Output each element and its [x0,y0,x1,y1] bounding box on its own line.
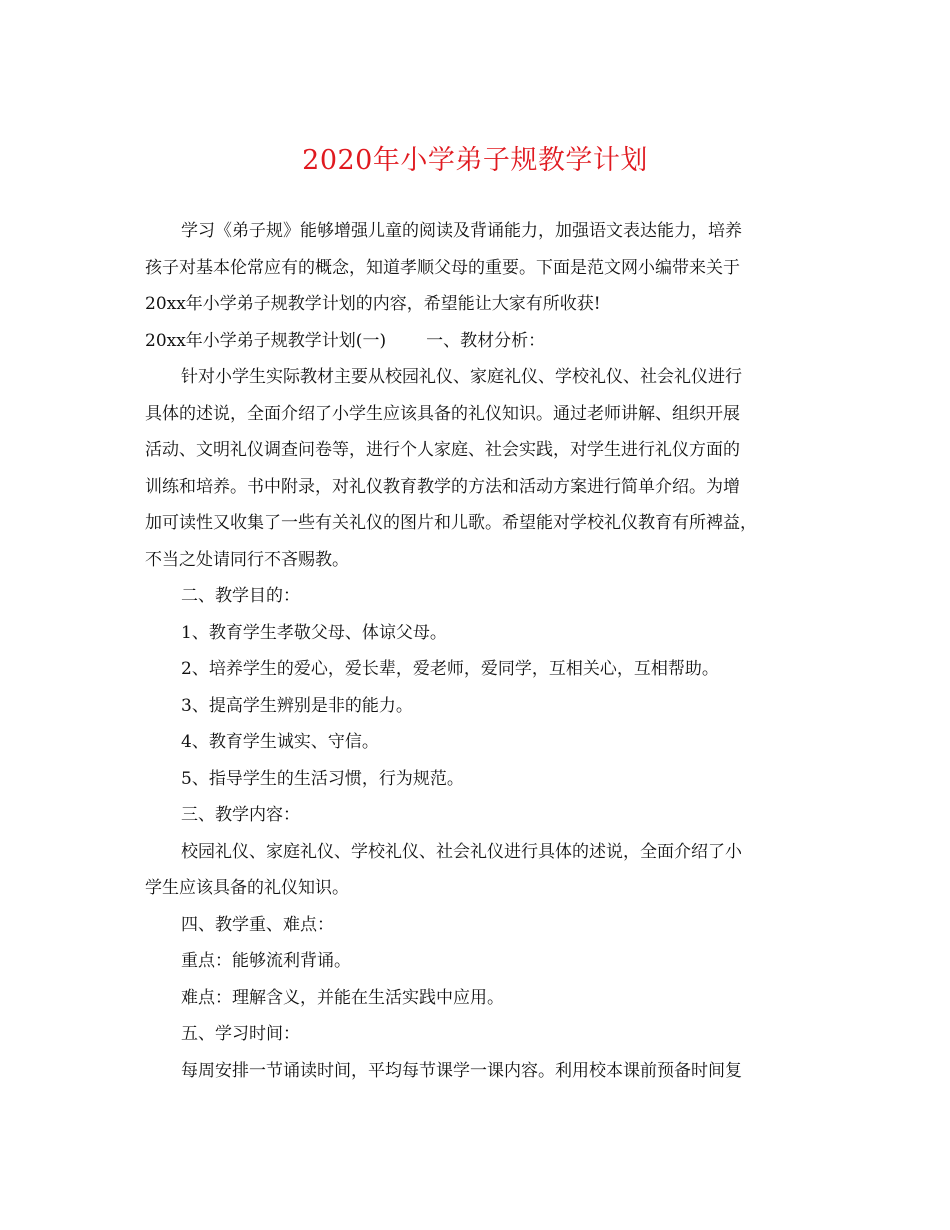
paragraph-line: 孩子对基本伦常应有的概念，知道孝顺父母的重要。下面是范文网小编带来关于 [145,257,740,278]
section-heading: 一、教材分析： [426,330,546,351]
list-item: 1、教育学生孝敬父母、体谅父母。 [181,622,447,643]
paragraph-line: 每周安排一节诵读时间，平均每节课学一课内容。利用校本课前预备时间复 [181,1060,742,1081]
paragraph-line: 不当之处请同行不吝赐教。 [145,549,349,570]
paragraph-line: 训练和培养。书中附录，对礼仪教育教学的方法和活动方案进行简单介绍。为增 [145,476,740,497]
paragraph-line: 20xx年小学弟子规教学计划的内容，希望能让大家有所收获! [145,294,601,314]
paragraph-line: 加可读性又收集了一些有关礼仪的图片和儿歌。希望能对学校礼仪教育有所裨益， [145,513,757,533]
paragraph-line: 重点：能够流利背诵。 [181,951,351,971]
section-line [145,323,825,360]
paragraph-line: 活动、文明礼仪调查问卷等，进行个人家庭、社会实践，对学生进行礼仪方面的 [145,440,740,460]
subtitle-text: 20xx年小学弟子规教学计划(一) [145,330,387,351]
section-heading: 五、学习时间： [181,1024,300,1044]
list-item: 3、提高学生辨别是非的能力。 [181,695,413,716]
paragraph-line: 难点：理解含义，并能在生活实践中应用。 [181,987,504,1008]
paragraph-line: 学习《弟子规》能够增强儿童的阅读及背诵能力，加强语文表达能力，培养 [181,221,742,241]
paragraph-line: 校园礼仪、家庭礼仪、学校礼仪、社会礼仪进行具体的述说，全面介绍了小 [181,841,742,862]
document-title: 2020年小学弟子规教学计划 [302,145,648,176]
section-heading: 四、教学重、难点： [181,914,334,935]
section-heading: 三、教学内容： [181,805,300,825]
document-body [145,213,825,1089]
paragraph-line: 具体的述说，全面介绍了小学生应该具备的礼仪知识。通过老师讲解、组织开展 [145,403,740,424]
paragraph-line: 学生应该具备的礼仪知识。 [145,878,349,898]
paragraph-line: 针对小学生实际教材主要从校园礼仪、家庭礼仪、学校礼仪、社会礼仪进行 [181,367,742,387]
section-heading: 二、教学目的： [181,586,300,606]
list-item: 4、教育学生诚实、守信。 [181,732,379,752]
list-item: 2、培养学生的爱心，爱长辈，爱老师，爱同学，互相关心，互相帮助。 [181,659,719,679]
list-item: 5、指导学生的生活习惯，行为规范。 [181,768,464,789]
